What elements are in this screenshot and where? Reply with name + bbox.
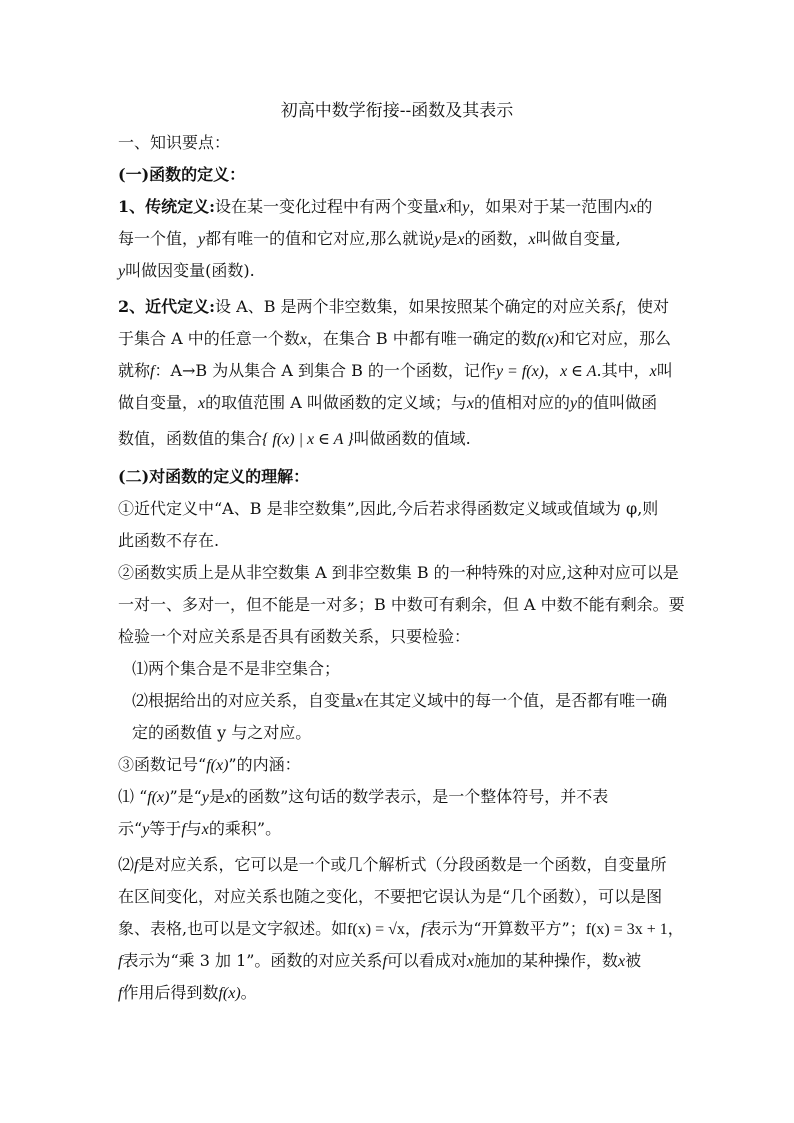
math-var: f [134, 857, 139, 874]
text-run: 设 A、B 是两个非空数集，如果按照某个确定的对应关系 [215, 297, 617, 316]
math-var: x [439, 199, 447, 216]
text-run: ”是“ [169, 787, 202, 806]
math-expr: x ∈ A [560, 363, 597, 380]
math-var: x [299, 331, 307, 348]
text-run: ，如果对于某一范围内 [469, 197, 630, 216]
text-run: ”的内涵： [228, 755, 301, 774]
math-var: x [198, 395, 206, 412]
math-var: x [466, 953, 475, 970]
math-var: y [569, 395, 578, 412]
math-expr: f(x) [206, 757, 229, 774]
text-run: ，在集合 B 中都有唯一确定的数 [306, 329, 537, 348]
point-3-item-2-line-3 [118, 918, 684, 941]
text-run: 叫做因变量(函数). [125, 261, 255, 280]
point-2-line-2: 一对一、多对一，但不能是一对多；B 中数可有剩余，但 A 中数不能有剩余。要 [118, 595, 685, 614]
text-run: 的乘积”。 [208, 819, 282, 838]
math-var: x [457, 231, 465, 248]
text-run: .其中， [596, 361, 650, 380]
trad-def-line-1 [118, 196, 652, 219]
math-set: { f(x) | x ∈ A } [262, 431, 354, 448]
text-run: 表示为“乘 3 加 1”。函数的对应关系 [122, 951, 383, 970]
text-run: 的值叫做函 [577, 393, 658, 412]
math-var: x [618, 953, 626, 970]
text-run: 叫 [656, 361, 673, 380]
text-run: 数值，函数值的集合 [118, 429, 263, 448]
math-var: x [528, 231, 536, 248]
text-run: 与 [185, 819, 202, 838]
point-2-line-1: ②函数实质上是从非空数集 A 到非空数集 B 的一种特殊的对应,这种对应可以是 [118, 563, 679, 582]
math-expr: f(x) [536, 331, 559, 348]
text-run: 被 [625, 951, 642, 970]
text-run: 表示为“开算数平方”； [425, 919, 586, 938]
math-expr: f(x) [218, 985, 241, 1002]
trad-def-line-3 [118, 260, 255, 283]
subsection-heading-2: (二)对函数的定义的理解： [118, 467, 310, 486]
text-run: 是对应关系，它可以是一个或几个解析式（分段函数是一个函数，自变量所 [138, 855, 667, 874]
math-var: x [466, 395, 474, 412]
mod-def-line-1 [118, 296, 669, 319]
text-run: 的 [636, 197, 653, 216]
math-expr: f(x) = 3x + 1 [585, 921, 668, 938]
text-run: ⑴ “ [118, 787, 148, 806]
math-var: y [142, 821, 150, 838]
text-run: 的取值范围 A 叫做函数的定义域；与 [205, 393, 467, 412]
text-run: 和 [446, 197, 463, 216]
point-3-item-2-line-4 [118, 950, 641, 973]
math-var: f [616, 299, 621, 316]
text-run: 设在某一变化过程中有两个变量 [215, 197, 440, 216]
mod-def-line-4 [118, 392, 657, 415]
point-3-item-1-line-2 [118, 818, 281, 841]
text-run: 是 [441, 229, 458, 248]
text-run: 叫做自变量, [535, 229, 621, 248]
text-run: 的值相对应的 [473, 393, 570, 412]
trad-def-label: 1、传统定义: [118, 197, 216, 216]
math-var: f [420, 921, 426, 938]
math-var: x [629, 199, 637, 216]
text-run: ：A→B 为从集合 A 到集合 B 的一个函数，记作 [154, 361, 496, 380]
point-2-line-3: 检验一个对应关系是否具有函数关系，只要检验： [118, 627, 471, 646]
mod-def-line-2 [118, 328, 671, 351]
text-run: 叫做函数的值域. [353, 429, 471, 448]
text-run: ⑵ [118, 855, 135, 874]
text-run: 每一个值， [118, 229, 199, 248]
mod-def-label: 2、近代定义: [118, 297, 216, 316]
text-run: 的函数， [464, 229, 529, 248]
math-var: x [356, 693, 364, 710]
text-run: ， [544, 361, 561, 380]
text-run: ，使对 [621, 297, 670, 316]
text-run: 于集合 A 中的任意一个数 [118, 329, 300, 348]
math-var: f [118, 953, 123, 970]
point-3-item-2-line-5 [118, 982, 257, 1005]
trad-def-line-2 [118, 228, 621, 251]
text-run: 是 [208, 787, 225, 806]
math-expr: f(x) = √x [347, 921, 405, 938]
text-run: 作用后得到数 [122, 983, 219, 1002]
math-var: x [649, 363, 657, 380]
text-run: 。 [240, 983, 257, 1002]
text-run: 和它对应，那么 [558, 329, 671, 348]
text-run: 做自变量， [118, 393, 199, 412]
text-run: 的函数”这句话的数学表示，是一个整体符号，并不表 [232, 787, 609, 806]
math-expr: f(x) [147, 789, 170, 806]
text-run: 可以看成对 [386, 951, 467, 970]
check-item-2 [132, 690, 667, 713]
doc-title: 初高中数学衔接--函数及其表示 [280, 101, 514, 121]
point-3-item-1-line-1 [118, 786, 608, 809]
mod-def-line-5 [118, 428, 471, 451]
text-run: 象、表格,也可以是文字叙述。如 [118, 919, 348, 938]
point-1-line-2: 此函数不存在. [118, 531, 220, 550]
text-run: 在其定义域中的每一个值，是否都有唯一确 [363, 691, 668, 710]
text-run: ， [404, 919, 421, 938]
math-var: y [118, 263, 126, 280]
mod-def-line-3 [118, 360, 673, 383]
math-var: f [181, 821, 186, 838]
math-var: x [224, 789, 233, 806]
point-1-line-1: ①近代定义中“A、B 是非空数集”,因此,今后若求得函数定义域或值域为 φ,则 [118, 499, 659, 518]
text-run: 都有唯一的值和它对应,那么就说 [205, 229, 435, 248]
check-item-1: ⑴两个集合是不是非空集合； [132, 659, 341, 678]
math-var: f [150, 363, 155, 380]
point-3-line-1 [118, 754, 301, 777]
math-var: f [382, 953, 387, 970]
text-run: ③函数记号“ [118, 755, 207, 774]
math-var: f [118, 985, 123, 1002]
text-run: ⑵根据给出的对应关系，自变量 [132, 691, 357, 710]
text-run: 等于 [149, 819, 182, 838]
subsection-heading: (一)函数的定义： [118, 165, 246, 184]
check-item-2-cont: 定的函数值 y 与之对应。 [132, 723, 312, 742]
math-var: x [201, 821, 209, 838]
point-3-item-2-line-1 [118, 854, 666, 877]
math-var: y [462, 199, 470, 216]
math-var: y [201, 789, 209, 806]
math-var: y [434, 231, 442, 248]
text-run: 就称 [118, 361, 151, 380]
text-run: 示“ [118, 819, 143, 838]
text-run: ， [667, 919, 684, 938]
text-run: 施加的某种操作，数 [474, 951, 619, 970]
point-3-item-2-line-2: 在区间变化，对应关系也随之变化，不要把它误认为是“几个函数），可以是图 [118, 887, 663, 906]
math-expr: y = f(x) [495, 363, 545, 380]
math-var: y [198, 231, 206, 248]
section-heading: 一、知识要点： [118, 133, 231, 152]
